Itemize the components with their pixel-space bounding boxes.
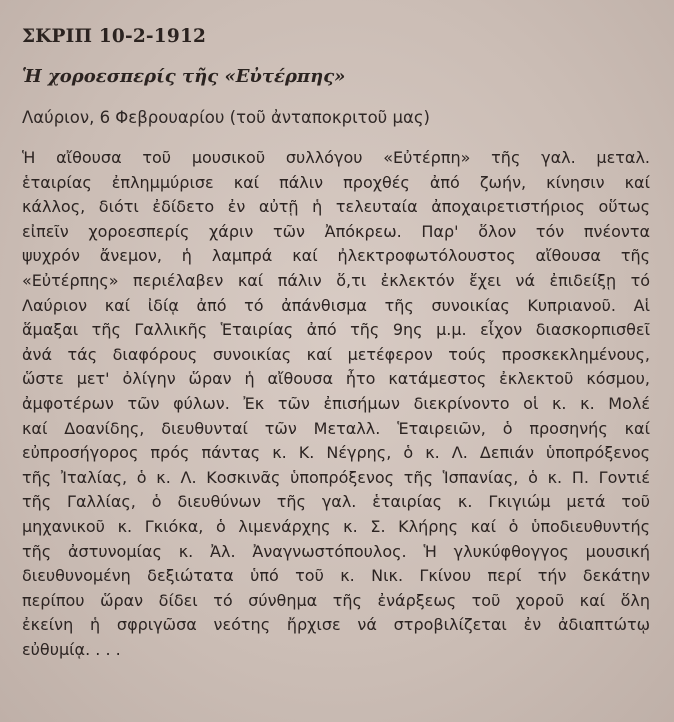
body-line: Ἡ αἴθουσα τοῦ μουσικοῦ συλλόγου «Εὐτέρπη» τῆς γαλ. μεταλ.	[22, 148, 650, 167]
body-line: Λαύριον καί ἰδίᾳ ἀπό τό ἀπάνθισμα τῆς συνοικίας Κυπριανοῦ. Αἱ	[22, 295, 650, 315]
body-line: καί Δοανίδης, διευθυνταί τῶν Μεταλλ. Ἑταιρειῶν, ὁ προσηνής καί	[22, 418, 650, 438]
body-line: ἐκείνη ἡ σφριγῶσα νεότης ἤρχισε νά στροβιλίζεται ἐν ἀδιαπτώτῳ	[22, 615, 650, 635]
article-title: Ἡ χοροεσπερίς τῆς «Εὐτέρπης»	[22, 66, 346, 87]
body-line: διευθυνομένη δεξιώτατα ὑπό τοῦ κ. Νικ. Γκίνου περί τήν δεκάτην	[22, 566, 650, 586]
body-line: «Εὐτέρπης» περιέλαβεν καί πάλιν ὅ,τι ἐκλεκτόν ἔχει νά ἐπιδείξῃ τό	[22, 270, 650, 290]
body-line: ἑταιρίας ἐπλημμύρισε καί πάλιν προχθές ἀπό ζωήν, κίνησιν καί	[22, 172, 650, 192]
body-line: τῆς ἀστυνομίας κ. Ἀλ. Ἀναγνωστόπουλος. Ἡ γλυκύφθογγος μουσική	[22, 541, 650, 561]
body-line: ἅμαξαι τῆς Γαλλικῆς Ἑταιρίας ἀπό τῆς 9ης μ.μ. εἶχον διασκορπισθεῖ	[22, 320, 650, 340]
body-line: περίπου ὥραν δίδει τό σύνθημα τῆς ἐνάρξεως τοῦ χοροῦ καί ὅλη	[22, 590, 650, 610]
body-line: ψυχρόν ἄνεμον, ἡ λαμπρά καί ἠλεκτροφωτόλουστος αἴθουσα τῆς	[22, 246, 650, 266]
body-line: κάλλος, διότι ἐδίδετο ἐν αὐτῇ ἡ τελευταία ἀποχαιρετιστήριος οὕτως	[22, 197, 650, 217]
newspaper-heading: ΣΚΡΙΠ 10-2-1912	[22, 26, 207, 47]
article-body	[22, 146, 650, 662]
body-line: εὐπροσήγορος πρός πάντας κ. Κ. Νέγρης, ὁ κ. Λ. Δεπιάν ὑποπρόξενος	[22, 443, 650, 463]
body-line: ἀνά τάς διαφόρους συνοικίας καί μετέφερον τούς προσκεκλημένους,	[22, 344, 650, 364]
body-line: τῆς Γαλλίας, ὁ διευθύνων τῆς γαλ. ἑταιρίας κ. Γκιγιώμ μετά τοῦ	[22, 492, 650, 512]
body-line: εἰπεῖν χοροεσπερίς χάριν τῶν Ἀπόκρεω. Παρ' ὅλον τόν πνέοντα	[22, 221, 650, 241]
body-line: τῆς Ἰταλίας, ὁ κ. Λ. Κοσκινᾶς ὑποπρόξενος τῆς Ἱσπανίας, ὁ κ. Π. Γοντιέ	[22, 467, 650, 487]
body-line: ὥστε μετ' ὀλίγην ὥραν ἡ αἴθουσα ἦτο κατάμεστος ἐκλεκτοῦ κόσμου,	[22, 369, 650, 389]
body-line: μηχανικοῦ κ. Γκιόκα, ὁ λιμενάρχης κ. Σ. Κλήρης καί ὁ ὑποδιευθυντής	[22, 516, 650, 536]
body-line: ἀμφοτέρων τῶν φύλων. Ἐκ τῶν ἐπισήμων διεκρίνοντο οἱ κ. κ. Μολέ	[22, 393, 650, 413]
article-dateline: Λαύριον, 6 Φεβρουαρίου (τοῦ ἀνταποκριτοῦ μας)	[22, 108, 430, 127]
body-line: εὐθυμίᾳ. . . .	[22, 639, 121, 659]
